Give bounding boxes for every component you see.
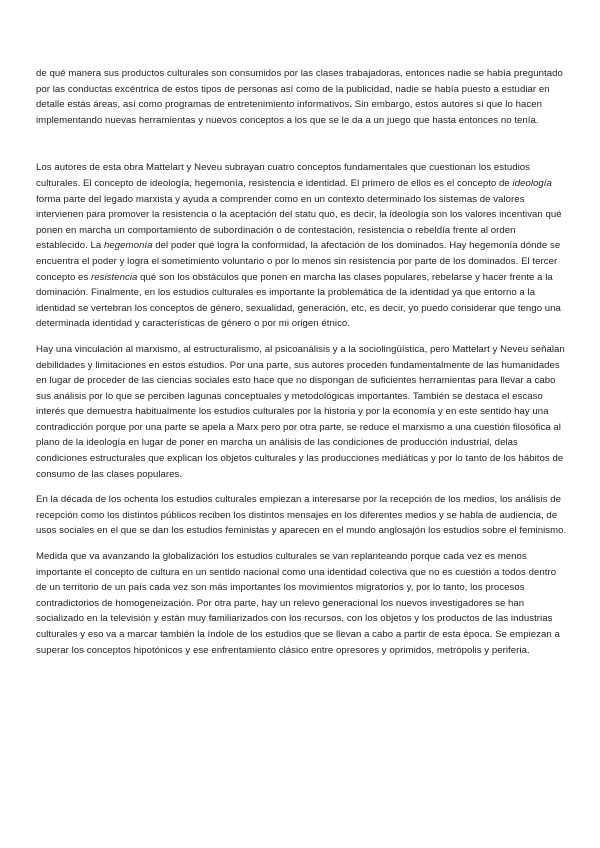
paragraph-2 [36,160,568,332]
paragraph-1: de qué manera sus productos culturales son consumidos por las clases trabajadoras, entonces nadie se había preguntado por las conductas excéntrica de estos tipos de personas así como de la publicidad, nadie se había puesto a estudiar en detalle estás áreas, así como programas de entretenimiento informativos. Sin embargo, estos autores sí que lo hacen implementando nuevas herramientas y nuevos conceptos a los que se le da a un juego que hasta entonces no tenía. [36,68,563,126]
paragraph-4: En la década de los ochenta los estudios culturales empiezan a interesarse por la recepción de los medios, los análisis de recepción como los distintos públicos reciben los distintos mensajes en los diferentes medios y se habla de audiencia, de usos sociales en el que se dan los estudios feministas y aparecen en el mundo anglosajón los estudios sobre el feminismo. [36,494,567,537]
paragraph-2-text-a: Los autores de esta obra Mattelart y Neveu subrayan cuatro conceptos fundamentales que cuestionan los estudios culturales. El concepto de ideología, hegemonía, resistencia e identidad. El primero de ellos es el concepto de [36,162,531,189]
term-hegemonia: hegemonía [104,240,153,252]
paragraph-3: Hay una vinculación al marxismo, al estructuralismo, al psicoanálisis y a la sociolingüística, pero Mattelart y Neveu señalan debilidades y limitaciones en estos estudios. Por una parte, sus autores proceden fundamentalmente de las humanidades en lugar de proceder de las ciencias sociales esto hace que no dispongan de suficientes herramientas para llevar a cabo sus análisis por lo que se perciben lagunas conceptuales y metodológicas importantes. También se destaca el escaso interés que demuestra habitualmente los estudios culturales por la historia y por la economía y en este sentido hay una contradicción porque por una parte se apela a Marx pero por otra parte, se reduce el marxismo a una cuestión filosófica al plano de la ideología en lugar de poner en marcha un análisis de las condiciones de producción industrial, delas condiciones estructurales que explican los objetos culturales y las producciones mediáticas y por lo tanto de los hábitos de consumo de las clases populares. [36,343,565,480]
term-ideologia: ideología [512,177,552,189]
paragraph-2-text-b: forma parte del legado marxista y ayuda a comprender como en un contexto determinado los sistemas de valores intervienen para promover la resistencia o la aceptación del statu quo, es decir, la ideología son los valores incentivan qué ponen en marcha un comportamiento de subordinación o de contestación, resistencia o rebeldía frente al orden establecido. La [36,193,562,252]
paragraph-2-text-c: del poder qué logra la conformidad, la afectación de los dominados. Hay hegemonía dónde se encuentra el poder y logra el sometimiento voluntario o por lo menos sin resistencia por parte de los dominados. El tercer concepto es [36,240,561,283]
paragraph-5: Medida que va avanzando la globalización los estudios culturales se van replanteando porque cada vez es menos importante el concepto de cultura en un sentido nacional como una identidad colectiva que no es cuestión a todos dentro de un territorio de un país cada vez son más importantes los movimientos migratorios y, por lo tanto, los procesos contradictorios de homogeneización. Por otra parte, hay un relevo generacional los nuevos investigadores se han socializado en la televisión y están muy familiarizados con los recursos, con los objetos y los productos de las industrias culturales y eso va a marcar también la índole de los estudios que se llevan a cabo a partir de esta época. Se empiezan a superar los conceptos hipotónicos y ese enfrentamiento clásico entre opresores y oprimidos, metrópolis y periferia. [36,551,560,656]
term-resistencia: resistencia [91,271,138,283]
paragraph-2-text-d: qué son los obstáculos que ponen en marcha las clases populares, rebelarse y hacer frente a la dominación. Finalmente, en los estudios culturales es importante la problemática de la identidad ya que entorno a la identidad se vertebran los conceptos de género, sexualidad, generación, etc, es decir, yo puedo considerar que tengo una determinada identidad y características de género o por mi origen étnico. [36,271,561,330]
